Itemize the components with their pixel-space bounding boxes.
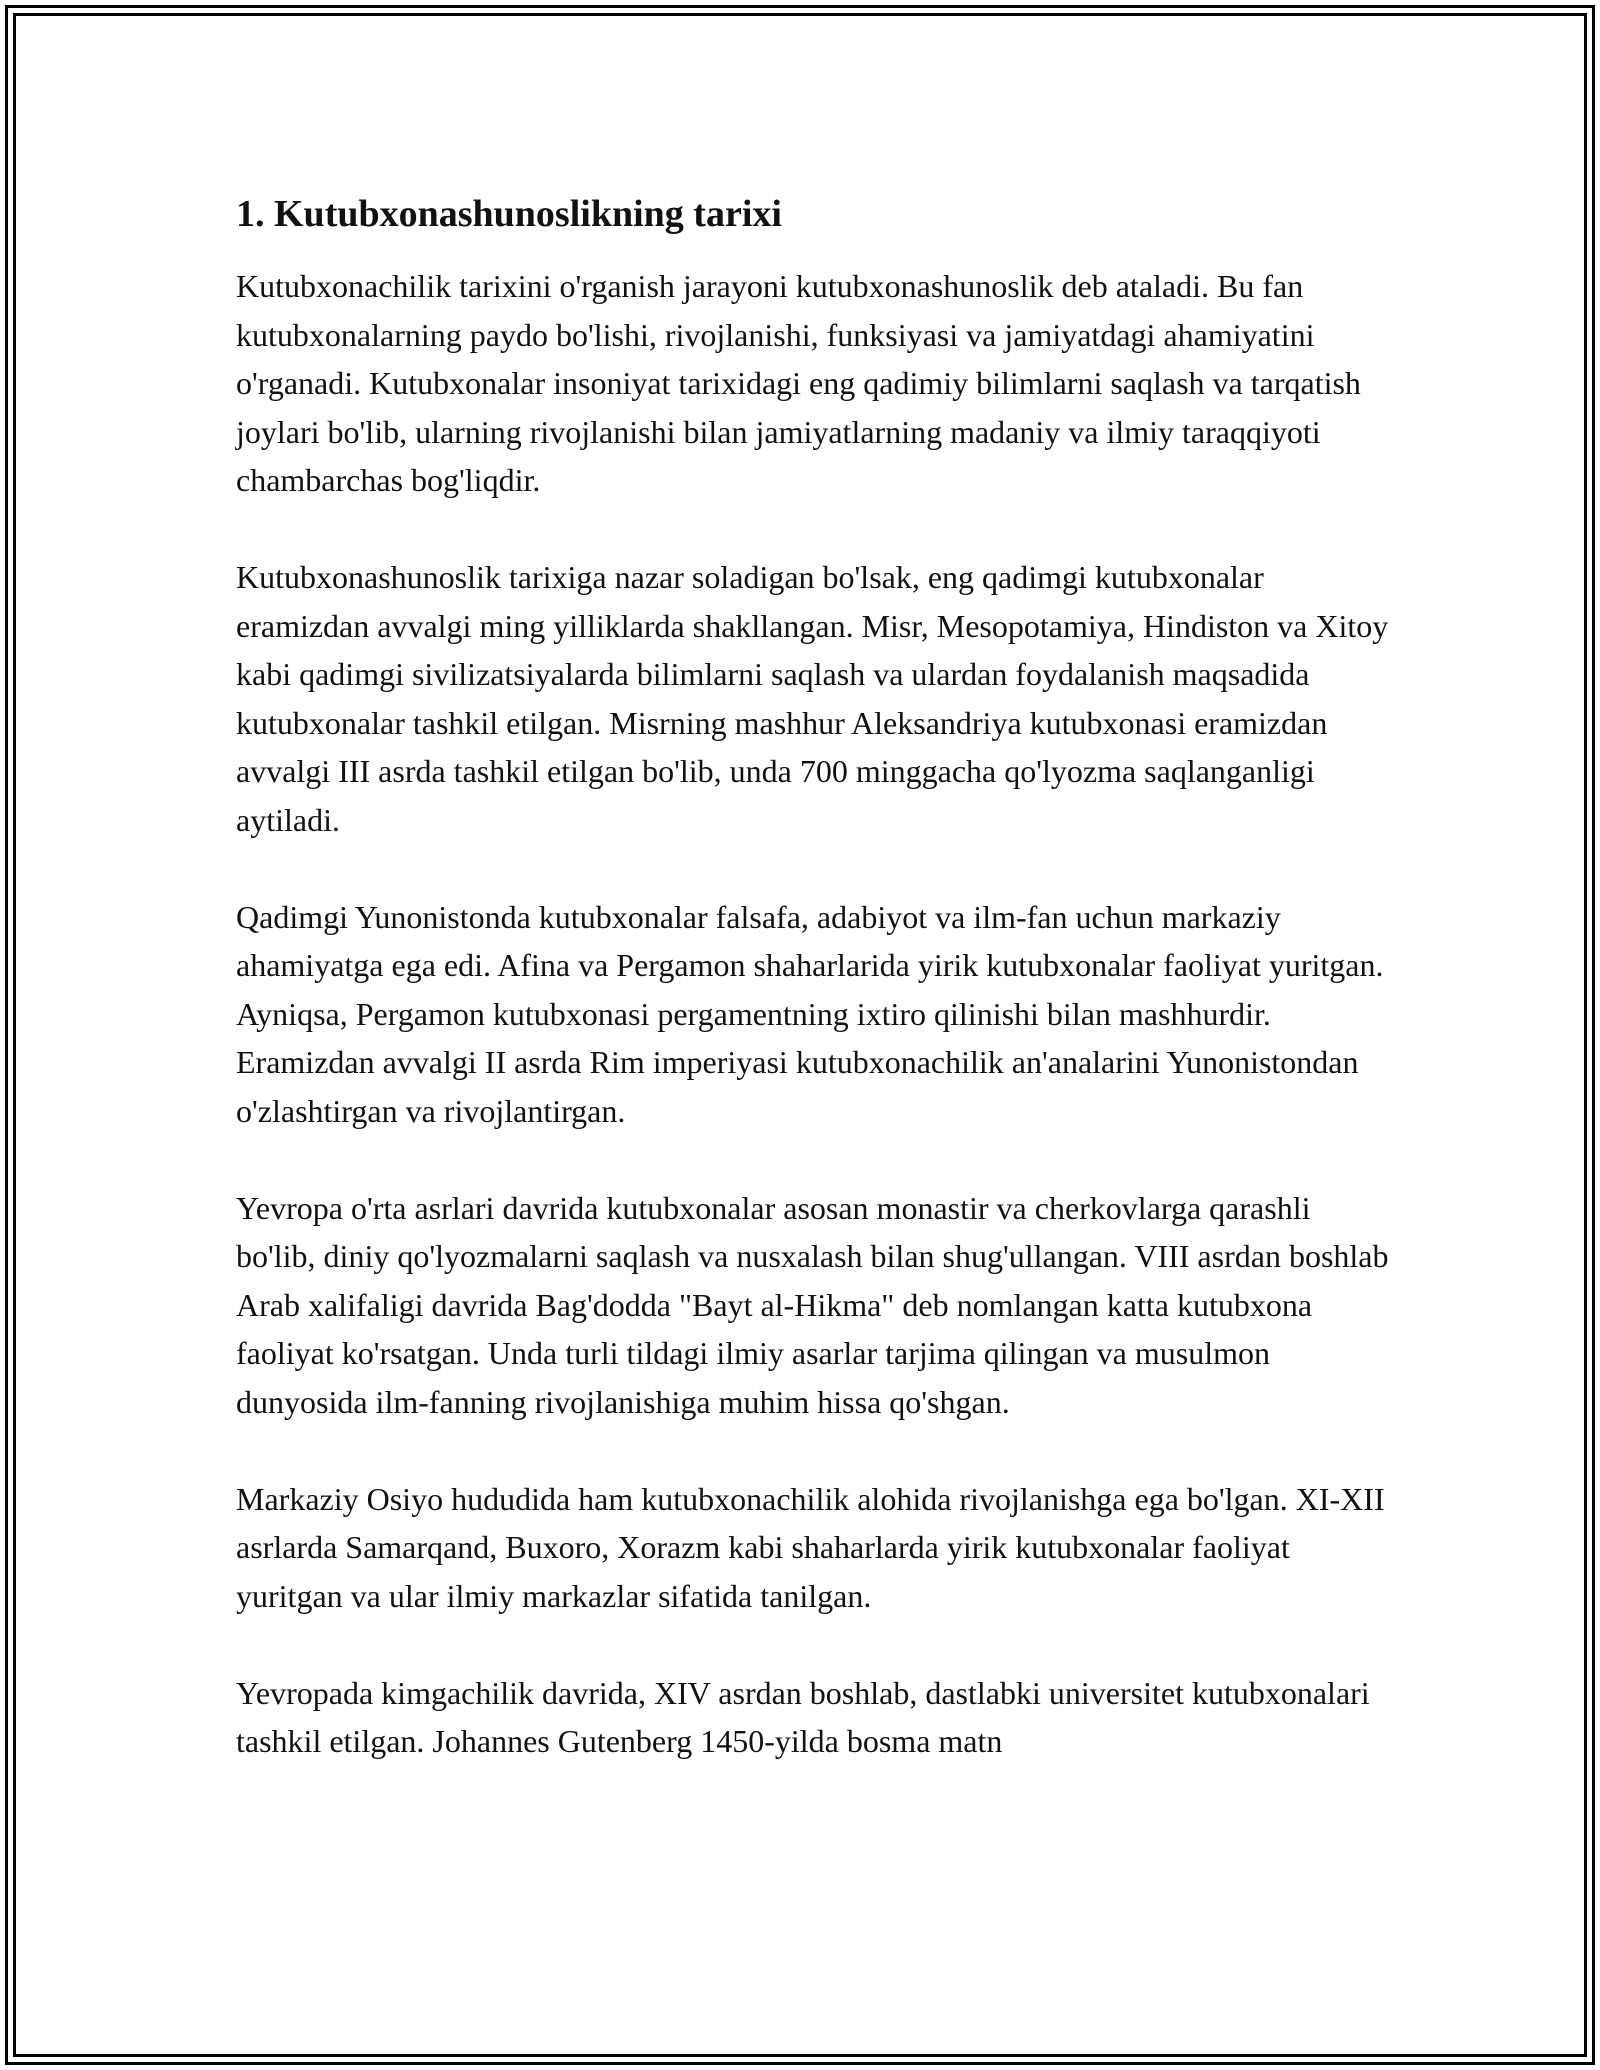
paragraph-3: Qadimgi Yunonistonda kutubxonalar falsafa, adabiyot va ilm-fan uchun markaziy ahamiyatga ega edi. Afina va Pergamon shaharlarida yirik kutubxonalar faoliyat yuritgan. Ayniqsa, Pergamon kutubxonasi pergamentning ixtiro qilinishi bilan mashhurdir. Eramizdan avvalgi II asrda Rim imperiyasi kutubxonachilik an'analarini Yunonistondan o'zlashtirgan va rivojlantirgan. [236, 898, 1384, 1129]
paragraph-1: Kutubxonachilik tarixini o'rganish jarayoni kutubxonashunoslik deb ataladi. Bu fan kutubxonalarning paydo bo'lishi, rivojlanishi, funksiyasi va jamiyatdagi ahamiyatini o'rganadi. Kutubxonalar insoniyat tarixidagi eng qadimiy bilimlarni saqlash va tarqatish joylari bo'lib, ularning rivojlanishi bilan jamiyatlarning madaniy va ilmiy taraqqiyoti chambarchas bog'liqdir. [236, 268, 1361, 498]
paragraph-5: Markaziy Osiyo hududida ham kutubxonachilik alohida rivojlanishga ega bo'lgan. XI-XII asrlarda Samarqand, Buxoro, Xorazm kabi shaharlarda yirik kutubxonalar faoliyat yuritgan va ular ilmiy markazlar sifatida tanilgan. [236, 1480, 1385, 1614]
section-title: 1. Kutubxonashunoslikning tarixi [236, 193, 782, 235]
paragraph-2: Kutubxonashunoslik tarixiga nazar soladigan bo'lsak, eng qadimgi kutubxonalar eramizdan avvalgi ming yilliklarda shakllangan. Misr, Mesopotamiya, Hindiston va Xitoy kabi qadimgi sivilizatsiyalarda bilimlarni saqlash va ulardan foydalanish maqsadida kutubxonalar tashkil etilgan. Misrning mashhur Aleksandriya kutubxonasi eramizdan avvalgi III asrda tashkil etilgan bo'lib, unda 700 minggacha qo'lyozma saqlanganligi aytiladi. [236, 559, 1389, 838]
paragraph-6: Yevropada kimgachilik davrida, XIV asrdan boshlab, dastlabki universitet kutubxonalari tashkil etilgan. Johannes Gutenberg 1450-yilda bosma matn [236, 1674, 1370, 1759]
paragraph-4: Yevropa o'rta asrlari davrida kutubxonalar asosan monastir va cherkovlarga qarashli bo'lib, diniy qo'lyozmalarni saqlash va nusxalash bilan shug'ullangan. VIII asrdan boshlab Arab xalifaligi davrida Bag'dodda "Bayt al-Hikma" deb nomlangan katta kutubxona faoliyat ko'rsatgan. Unda turli tildagi ilmiy asarlar tarjima qilingan va musulmon dunyosida ilm-fanning rivojlanishiga muhim hissa qo'shgan. [236, 1189, 1389, 1420]
document-body [236, 188, 1396, 1766]
